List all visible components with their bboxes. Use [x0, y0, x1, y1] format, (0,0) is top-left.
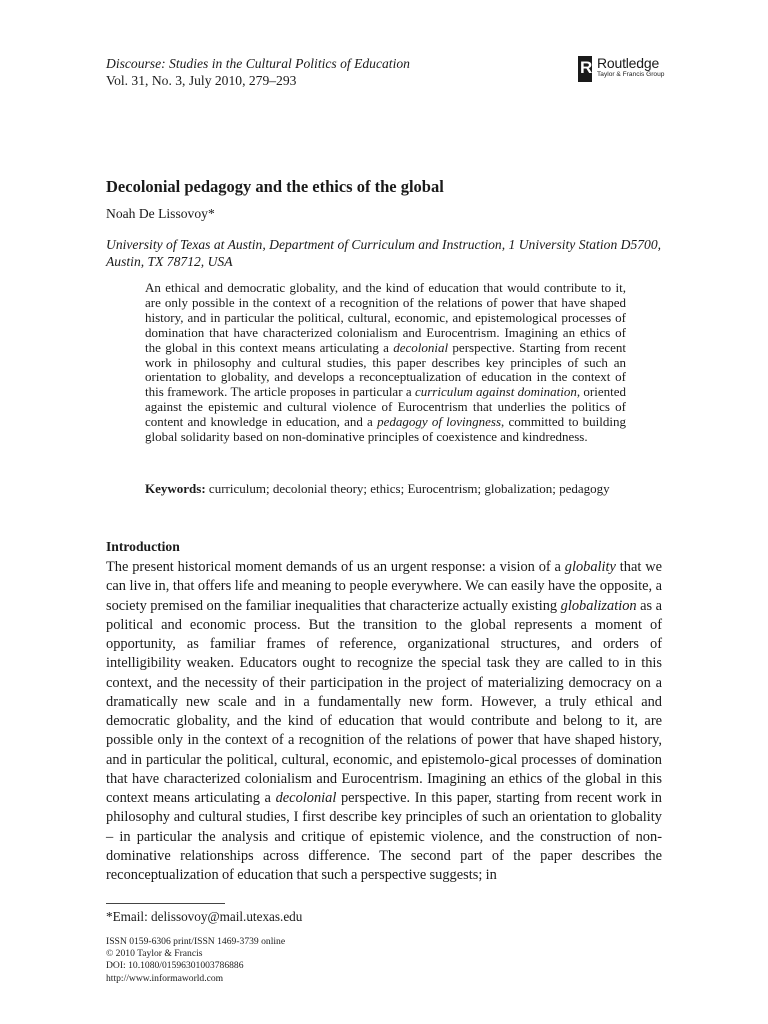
introduction-paragraph	[106, 558, 662, 885]
journal-header	[106, 55, 410, 89]
abstract	[145, 281, 626, 445]
body-text: perspective. In this paper, starting from recent work in philosophy and cultural studies, I first describe key principles of such an orientation to globality – in particular the analysis and critique of epistemic violence, and the construction of non-dominative relationships across difference. The second part of the paper describes the reconceptualization of education that such a perspective suggests; in	[106, 790, 662, 883]
body-emphasis: decolonial	[275, 790, 337, 806]
copyright: © 2010 Taylor & Francis	[106, 948, 203, 960]
issn: ISSN 0159-6306 print/ISSN 1469-3739 online	[106, 936, 286, 947]
body-text: The present historical moment demands of us an urgent response: a vision of a	[106, 559, 565, 575]
article-title: Decolonial pedagogy and the ethics of the global	[106, 177, 444, 196]
abstract-text: perspective. Starting from recent work in philosophy and cultural studies, this paper describes key principles of such an orientation to globality, and develops a reconceptualization of education in the context of this framework. The article proposes in particular a	[145, 339, 626, 400]
abstract-emphasis: decolonial	[393, 339, 449, 355]
author-affiliation: University of Texas at Austin, Department of Curriculum and Instruction, 1 University Station D5700, Austin, TX 78712, USA	[106, 237, 662, 269]
keywords	[145, 481, 626, 497]
section-heading-introduction: Introduction	[106, 539, 180, 554]
abstract-text: , committed to building global solidarity based on non-dominative principles of coexistence and kindredness.	[145, 414, 627, 445]
body-text: as a political and economic process. But the transition to the global represents a moment of opportunity, as familiar frames of reference, organizational structures, and orders of intelligibility weaken. Educators ought to recognize the special task they are called to in this context, and the necessity of their participation in the project of materializing democracy on a dramatically new scale and in a fundamentally new form. However, a truly ethical and democratic globality, and the kind of education that would contribute and belong to it, are possible only in the context of a recognition of the relations of power that have shaped history, and in particular the political, cultural, economic, and epistemolo-gical processes of domination that have characterized colonialism and Eurocentrism. Imagining an ethics of the global in this context means articulating a	[106, 597, 662, 806]
body-emphasis: globalization	[560, 597, 637, 614]
abstract-text: An ethical and democratic globality, and the kind of education that would contribute to it, are only possible in the context of a recognition of the relations of power that have shaped history, and in particular the political, cultural, economic, and epistemological processes of domination that have characterized colonialism and Eurocentrism. Imagining an ethics of the global in this context means articulating a	[145, 280, 626, 355]
body-text: that we can live in, that offers life and meaning to people everywhere. We can easily have the opposite, a society premised on the familiar inequalities that characterize actually existing	[106, 559, 662, 614]
abstract-emphasis: curriculum against domination	[414, 384, 577, 400]
article-author: Noah De Lissovoy*	[106, 206, 215, 221]
keywords-list: curriculum; decolonial theory; ethics; Eurocentrism; globalization; pedagogy	[205, 481, 610, 496]
publisher-brand: Routledge	[597, 55, 660, 71]
abstract-text: , oriented against the epistemic and cultural violence of Eurocentrism that underlies the politics of content and knowledge in education, and a	[145, 384, 627, 430]
doi: DOI: 10.1080/01596301003786886	[106, 960, 244, 972]
abstract-emphasis: pedagogy of lovingness	[377, 414, 502, 430]
routledge-logo-icon	[578, 56, 592, 82]
body-emphasis: globality	[564, 559, 616, 575]
keywords-label: Keywords:	[145, 481, 206, 496]
footnote-divider	[106, 903, 225, 904]
journal-name: Discourse: Studies in the Cultural Politics of Education	[106, 56, 410, 71]
journal-issue: Vol. 31, No. 3, July 2010, 279–293	[106, 73, 297, 88]
footnote-email: *Email: delissovoy@mail.utexas.edu	[106, 909, 303, 924]
publisher-logo	[578, 56, 688, 84]
routledge-mark-letter: R	[580, 58, 593, 77]
publication-meta	[106, 936, 285, 985]
publisher-group: Taylor & Francis Group	[597, 71, 665, 78]
publisher-url[interactable]: http://www.informaworld.com	[106, 972, 224, 984]
